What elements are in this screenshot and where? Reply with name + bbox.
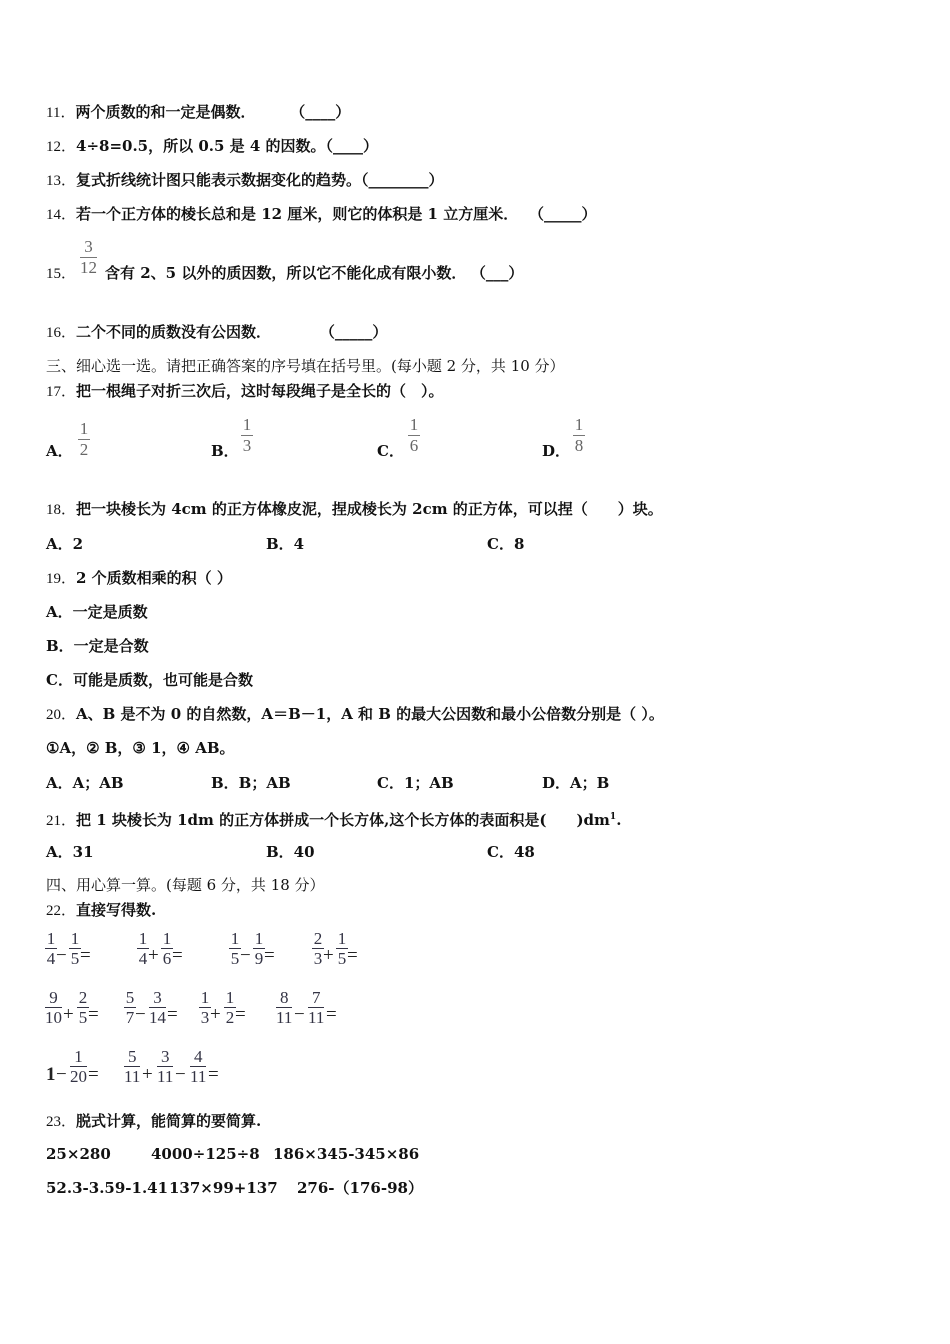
q19-option-a: A．一定是质数: [46, 603, 148, 621]
calc-r3-e1-frac: 1 20: [70, 1047, 87, 1086]
calc-r2-e3-frac-a: 1 3: [200, 988, 210, 1027]
q21-option-a: A．31: [46, 843, 94, 861]
question-18: 18．把一块棱长为 4cm 的正方体橡皮泥，捏成棱长为 2cm 的正方体，可以捏（ ）块。: [46, 500, 663, 518]
equals-sign: =: [88, 1004, 99, 1025]
question-12: 12．4÷8=0.5，所以 0.5 是 4 的因数。（____）: [46, 137, 379, 155]
q23-expr-2: 4000÷125÷8: [151, 1145, 260, 1163]
q17-option-b-fraction: 1 3: [242, 415, 252, 455]
q19-option-c: C．可能是质数，也可能是合数: [46, 671, 253, 689]
q20-option-c: C．1；AB: [377, 774, 454, 792]
calc-r1-e2-frac-a: 1 4: [138, 929, 148, 968]
section-4-heading: 四、用心算一算。(每题 6 分，共 18 分）: [46, 876, 325, 894]
question-15: 15．: [46, 266, 77, 282]
calc-r3-e2-frac-b: 3 11: [157, 1047, 174, 1086]
calc-r2-e3-frac-b: 1 2: [225, 988, 235, 1027]
calc-r1-e4-frac-b: 1 5: [337, 929, 347, 968]
calc-r1-e3-frac-a: 1 5: [230, 929, 240, 968]
q17-option-d: D．: [542, 442, 571, 460]
question-17: 17．把一根绳子对折三次后，这时每段绳子是全长的（ ）。: [46, 382, 444, 400]
equals-sign: =: [326, 1004, 337, 1025]
q17-option-b: B．: [211, 442, 239, 460]
question-11: 11．两个质数的和一定是偶数． （____）: [46, 103, 351, 121]
calc-r2-e4-frac-b: 7 11: [308, 988, 325, 1027]
minus-sign: −: [135, 1004, 146, 1025]
q20-option-d: D．A；B: [542, 774, 610, 792]
fraction-3-12: 3 12: [80, 237, 97, 277]
calc-r1-e4-frac-a: 2 3: [313, 929, 323, 968]
calc-r2-e2-frac-a: 5 7: [125, 988, 135, 1027]
q19-option-b: B．一定是合数: [46, 637, 149, 655]
q18-option-a: A．2: [46, 535, 84, 553]
question-16: 16．二个不同的质数没有公因数． （_____）: [46, 323, 388, 341]
plus-sign: +: [63, 1004, 74, 1025]
q23-expr-3: 186×345-345×86: [273, 1145, 420, 1163]
q23-expr-1: 25×280: [46, 1145, 111, 1163]
equals-sign: =: [208, 1064, 219, 1085]
plus-sign: +: [323, 945, 334, 966]
equals-sign: =: [264, 945, 275, 966]
q17-option-a: A．: [46, 442, 73, 460]
q17-option-c-fraction: 1 6: [409, 415, 419, 455]
q23-expr-4: 52.3-3.59-1.41: [46, 1179, 169, 1197]
question-14: 14．若一个正方体的棱长总和是 12 厘米，则它的体积是 1 立方厘米． （_____）: [46, 205, 597, 223]
plus-sign: +: [210, 1004, 221, 1025]
equals-sign: =: [88, 1064, 99, 1085]
q18-option-b: B．4: [266, 535, 305, 553]
minus-sign: −: [294, 1004, 305, 1025]
q18-option-c: C．8: [487, 535, 525, 553]
q17-option-a-fraction: 1 2: [79, 419, 89, 459]
minus-sign: −: [56, 945, 67, 966]
q21-option-c: C．48: [487, 843, 535, 861]
question-21: 21．把 1 块棱长为 1dm 的正方体拼成一个长方体,这个长方体的表面积是( )$dm^1$.: [46, 811, 622, 829]
plus-sign: +: [148, 945, 159, 966]
question-23: 23．脱式计算，能简算的要简算.: [46, 1112, 262, 1130]
calc-r3-e2-frac-a: 5 11: [124, 1047, 141, 1086]
plus-sign: +: [142, 1064, 153, 1085]
q17-option-d-fraction: 1 8: [574, 415, 584, 455]
calc-r1-e1-frac-b: 1 5: [70, 929, 80, 968]
q21-option-b: B．40: [266, 843, 315, 861]
calc-r2-e1-frac-a: 9 10: [45, 988, 62, 1027]
calc-r1-e2-frac-b: 1 6: [162, 929, 172, 968]
minus-sign: −: [56, 1064, 67, 1085]
q23-expr-5: 137×99+137: [169, 1179, 278, 1197]
q17-option-c: C．: [377, 442, 404, 460]
calc-r2-e1-frac-b: 2 5: [78, 988, 88, 1027]
calc-r3-e2-frac-c: 4 11: [190, 1047, 207, 1086]
equals-sign: =: [172, 945, 183, 966]
calc-r2-e4-frac-a: 8 11: [276, 988, 293, 1027]
section-3-heading: 三、细心选一选。请把正确答案的序号填在括号里。(每小题 2 分，共 10 分）: [46, 357, 565, 375]
equals-sign: =: [347, 945, 358, 966]
question-19: 19．2 个质数相乘的积（ ）: [46, 569, 232, 587]
equals-sign: =: [235, 1004, 246, 1025]
calc-r1-e1-frac-a: 1 4: [46, 929, 56, 968]
q20-option-b: B．B；AB: [211, 774, 291, 792]
minus-sign: −: [240, 945, 251, 966]
question-13: 13．复式折线统计图只能表示数据变化的趋势。（________）: [46, 171, 444, 189]
calc-r2-e2-frac-b: 3 14: [149, 988, 166, 1027]
minus-sign: −: [175, 1064, 186, 1085]
equals-sign: =: [80, 945, 91, 966]
question-15-text: 含有 2、5 以外的质因数，所以它不能化成有限小数． （___）: [105, 264, 524, 282]
question-22: 22．直接写得数.: [46, 901, 157, 919]
calc-r1-e3-frac-b: 1 9: [254, 929, 264, 968]
question-20: 20．A、B 是不为 0 的自然数，A＝B－1，A 和 B 的最大公因数和最小公倍数分别是（ ）。: [46, 705, 664, 723]
number-one: 1: [46, 1064, 56, 1085]
equals-sign: =: [167, 1004, 178, 1025]
q23-expr-6: 276-（176-98）: [297, 1179, 423, 1197]
q20-option-a: A．A；AB: [46, 774, 124, 792]
question-20-choices: ①A，② B，③ 1，④ AB。: [46, 739, 235, 757]
